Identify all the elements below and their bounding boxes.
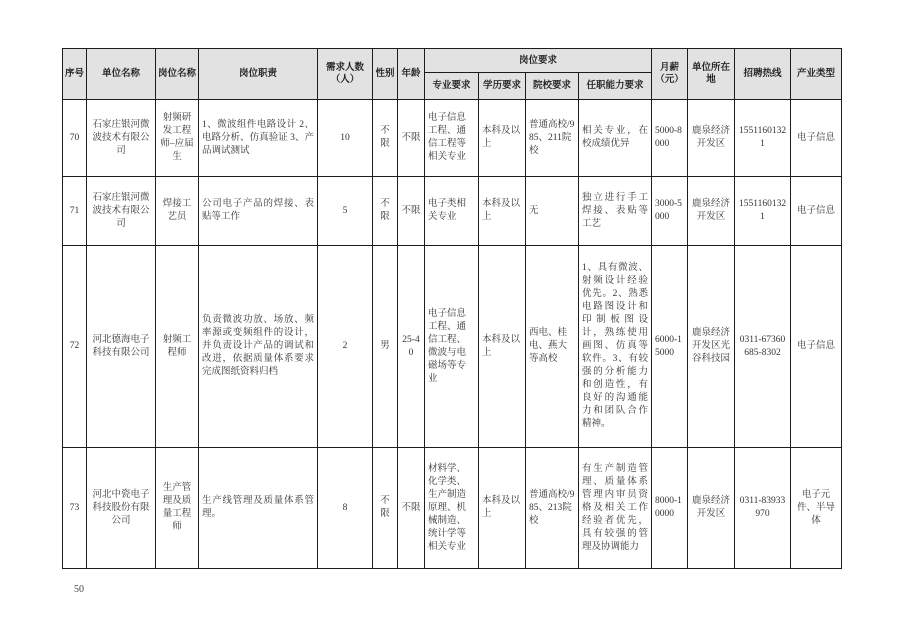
header-major: 专业要求 <box>425 73 479 100</box>
table-row <box>63 448 842 569</box>
job-table <box>62 48 842 569</box>
cell-ability: 独立进行手工焊接、表贴等工艺 <box>579 177 652 246</box>
cell-hotline: 15511601321 <box>735 177 791 246</box>
cell-no: 72 <box>63 246 87 448</box>
cell-duties: 负责微波功放、场放、频率源或变频组件的设计，并负责设计产品的调试和改进，依据质量体系要求完成图纸资料归档 <box>199 246 318 448</box>
header-ability: 任职能力要求 <box>579 73 652 100</box>
table-row <box>63 177 842 246</box>
table-row <box>63 100 842 177</box>
cell-gender: 不限 <box>373 100 398 177</box>
cell-position: 焊接工艺员 <box>156 177 199 246</box>
cell-industry: 电子元件、半导体 <box>791 448 842 569</box>
cell-degree: 本科及以上 <box>479 100 526 177</box>
cell-major: 材料学、化学类、生产制造原理、机械制造、统计学等相关专业 <box>425 448 479 569</box>
cell-salary: 8000-10000 <box>652 448 688 569</box>
cell-ability: 相关专业，在校成绩优异 <box>579 100 652 177</box>
header-hotline: 招聘热线 <box>735 49 791 100</box>
cell-company: 石家庄银河微波技术有限公司 <box>87 100 156 177</box>
cell-school: 西电、桂电、燕大等高校 <box>526 246 579 448</box>
cell-no: 73 <box>63 448 87 569</box>
cell-degree: 本科及以上 <box>479 448 526 569</box>
cell-headcount: 10 <box>318 100 373 177</box>
cell-school: 普通高校/985、211院校 <box>526 100 579 177</box>
header-company: 单位名称 <box>87 49 156 100</box>
cell-company: 石家庄银河微波技术有限公司 <box>87 177 156 246</box>
cell-duties: 1、微波组件电路设计 2、电路分析、仿真验证 3、产品调试测试 <box>199 100 318 177</box>
header-no: 序号 <box>63 49 87 100</box>
table-row <box>63 246 842 448</box>
cell-ability: 有生产制造管理、质量体系管理内审员资格及相关工作经验者优先，具有较强的管理及协调能力 <box>579 448 652 569</box>
cell-ability: 1、具有微波、射频设计经验优先。2、熟悉电路图设计和印制板图设计，熟练使用画图、仿真等软件。3、有较强的分析能力和创造性，有良好的沟通能力和团队合作精神。 <box>579 246 652 448</box>
cell-major: 电子类相关专业 <box>425 177 479 246</box>
cell-salary: 5000-8000 <box>652 100 688 177</box>
cell-location: 鹿泉经济开发区 <box>688 177 735 246</box>
header-industry: 产业类型 <box>791 49 842 100</box>
table-body <box>63 100 842 569</box>
header-requirements-group: 岗位要求 <box>425 49 652 73</box>
cell-salary: 6000-15000 <box>652 246 688 448</box>
cell-age: 25-40 <box>398 246 425 448</box>
header-location: 单位所在地 <box>688 49 735 100</box>
header-position: 岗位名称 <box>156 49 199 100</box>
header-school: 院校要求 <box>526 73 579 100</box>
cell-industry: 电子信息 <box>791 100 842 177</box>
cell-age: 不限 <box>398 448 425 569</box>
cell-major: 电子信息工程、通信工程、微波与电磁场等专业 <box>425 246 479 448</box>
cell-degree: 本科及以上 <box>479 246 526 448</box>
cell-hotline: 15511601321 <box>735 100 791 177</box>
page-number: 50 <box>74 584 84 595</box>
cell-industry: 电子信息 <box>791 246 842 448</box>
cell-hotline: 0311-83933970 <box>735 448 791 569</box>
cell-gender: 不限 <box>373 448 398 569</box>
table-header <box>63 49 842 100</box>
cell-position: 射频研发工程师–应届生 <box>156 100 199 177</box>
cell-location: 鹿泉经济开发区 <box>688 448 735 569</box>
cell-headcount: 5 <box>318 177 373 246</box>
cell-salary: 3000-5000 <box>652 177 688 246</box>
header-duties: 岗位职责 <box>199 49 318 100</box>
cell-school: 普通高校/985、213院校 <box>526 448 579 569</box>
cell-age: 不限 <box>398 177 425 246</box>
cell-duties: 生产线管理及质量体系管理。 <box>199 448 318 569</box>
cell-industry: 电子信息 <box>791 177 842 246</box>
cell-major: 电子信息工程、通信工程等相关专业 <box>425 100 479 177</box>
header-gender: 性别 <box>373 49 398 100</box>
cell-gender: 男 <box>373 246 398 448</box>
cell-school: 无 <box>526 177 579 246</box>
header-age: 年龄 <box>398 49 425 100</box>
cell-company: 河北中瓷电子科技股份有限公司 <box>87 448 156 569</box>
header-headcount: 需求人数（人） <box>318 49 373 100</box>
cell-position: 生产管理及质量工程师 <box>156 448 199 569</box>
cell-degree: 本科及以上 <box>479 177 526 246</box>
cell-age: 不限 <box>398 100 425 177</box>
cell-headcount: 2 <box>318 246 373 448</box>
cell-headcount: 8 <box>318 448 373 569</box>
header-degree: 学历要求 <box>479 73 526 100</box>
cell-gender: 不限 <box>373 177 398 246</box>
cell-company: 河北德海电子科技有限公司 <box>87 246 156 448</box>
cell-duties: 公司电子产品的焊接、表贴等工作 <box>199 177 318 246</box>
cell-no: 70 <box>63 100 87 177</box>
cell-location: 鹿泉经济开发区光谷科技园 <box>688 246 735 448</box>
cell-no: 71 <box>63 177 87 246</box>
header-salary: 月薪（元） <box>652 49 688 100</box>
cell-location: 鹿泉经济开发区 <box>688 100 735 177</box>
cell-position: 射频工程师 <box>156 246 199 448</box>
cell-hotline: 0311-67360685-8302 <box>735 246 791 448</box>
